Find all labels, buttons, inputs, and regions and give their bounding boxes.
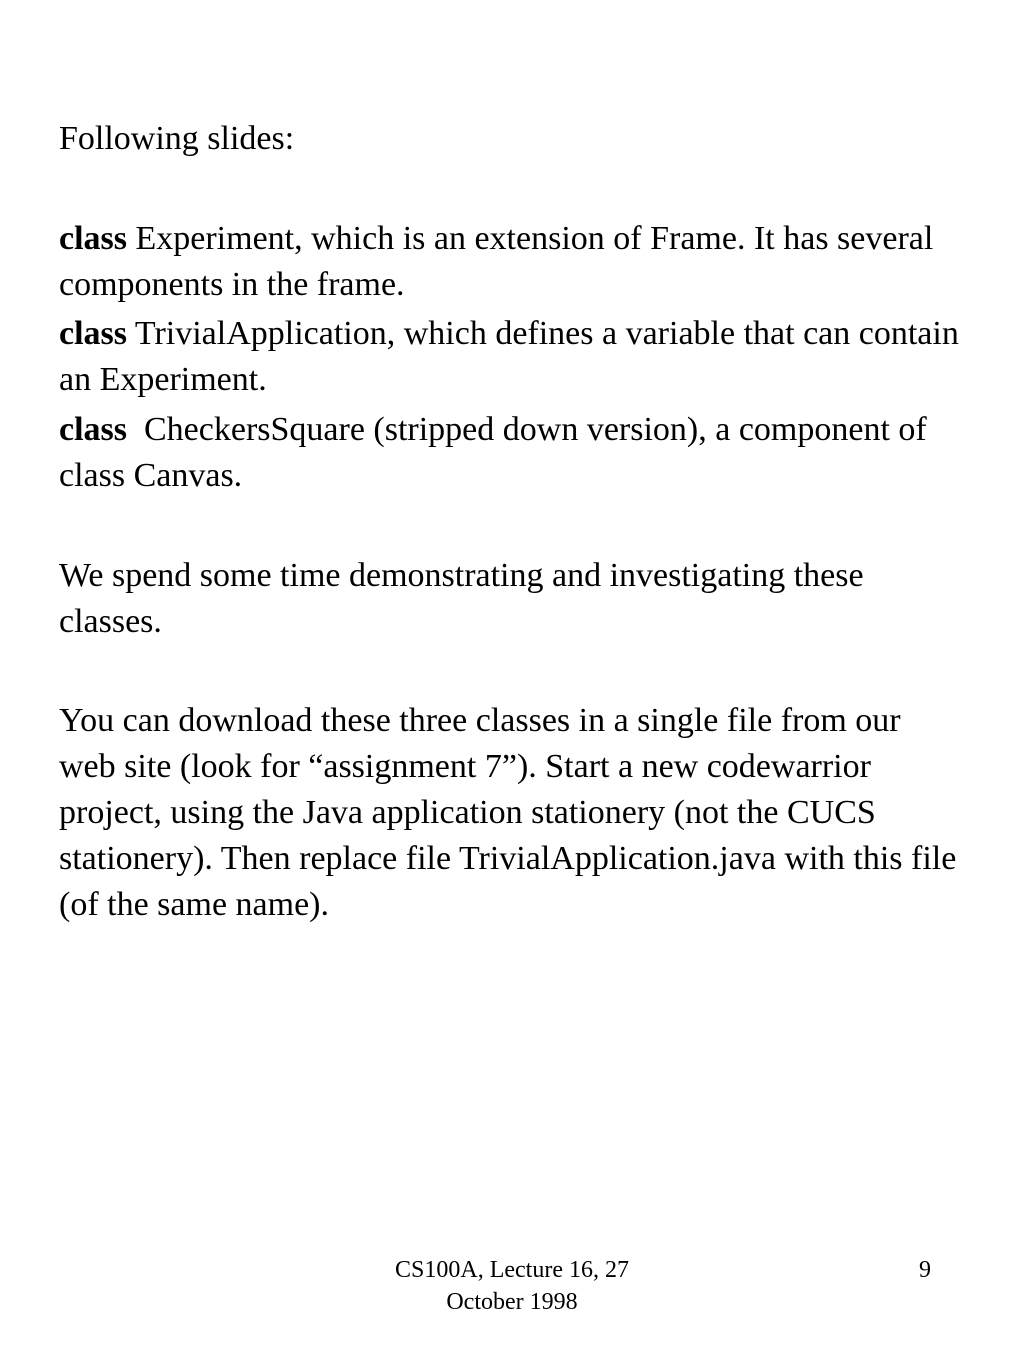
class-keyword: class: [59, 411, 127, 448]
footer-course-info: [360, 1254, 664, 1318]
class-description: TrivialApplication, which defines a variable that can contain an Experiment.: [59, 315, 968, 398]
class-item-experiment: [59, 216, 959, 308]
class-item-checkerssquare: [59, 407, 959, 499]
paragraph-download-instructions: You can download these three classes in a single file from our web site (look for “assignment 7”). Start a new codewarrior project, using the Java application stationery (not the CUCS stationery). Then replace file TrivialApplication.java with this file (of the same name).: [59, 702, 957, 923]
class-keyword: class: [59, 220, 127, 257]
class-description: Experiment, which is an extension of Frame. It has several components in the frame.: [59, 220, 942, 303]
footer-course-line1: CS100A, Lecture 16, 27: [395, 1257, 629, 1283]
class-item-trivialapplication: [59, 311, 968, 403]
intro-line: Following slides:: [59, 120, 295, 157]
class-description: CheckersSquare (stripped down version), a component of class Canvas.: [59, 411, 936, 494]
page-number: 9: [919, 1257, 931, 1283]
paragraph-demonstrating: We spend some time demonstrating and investigating these classes.: [59, 557, 864, 640]
class-keyword: class: [59, 315, 127, 352]
footer-course-line2: October 1998: [446, 1289, 578, 1315]
